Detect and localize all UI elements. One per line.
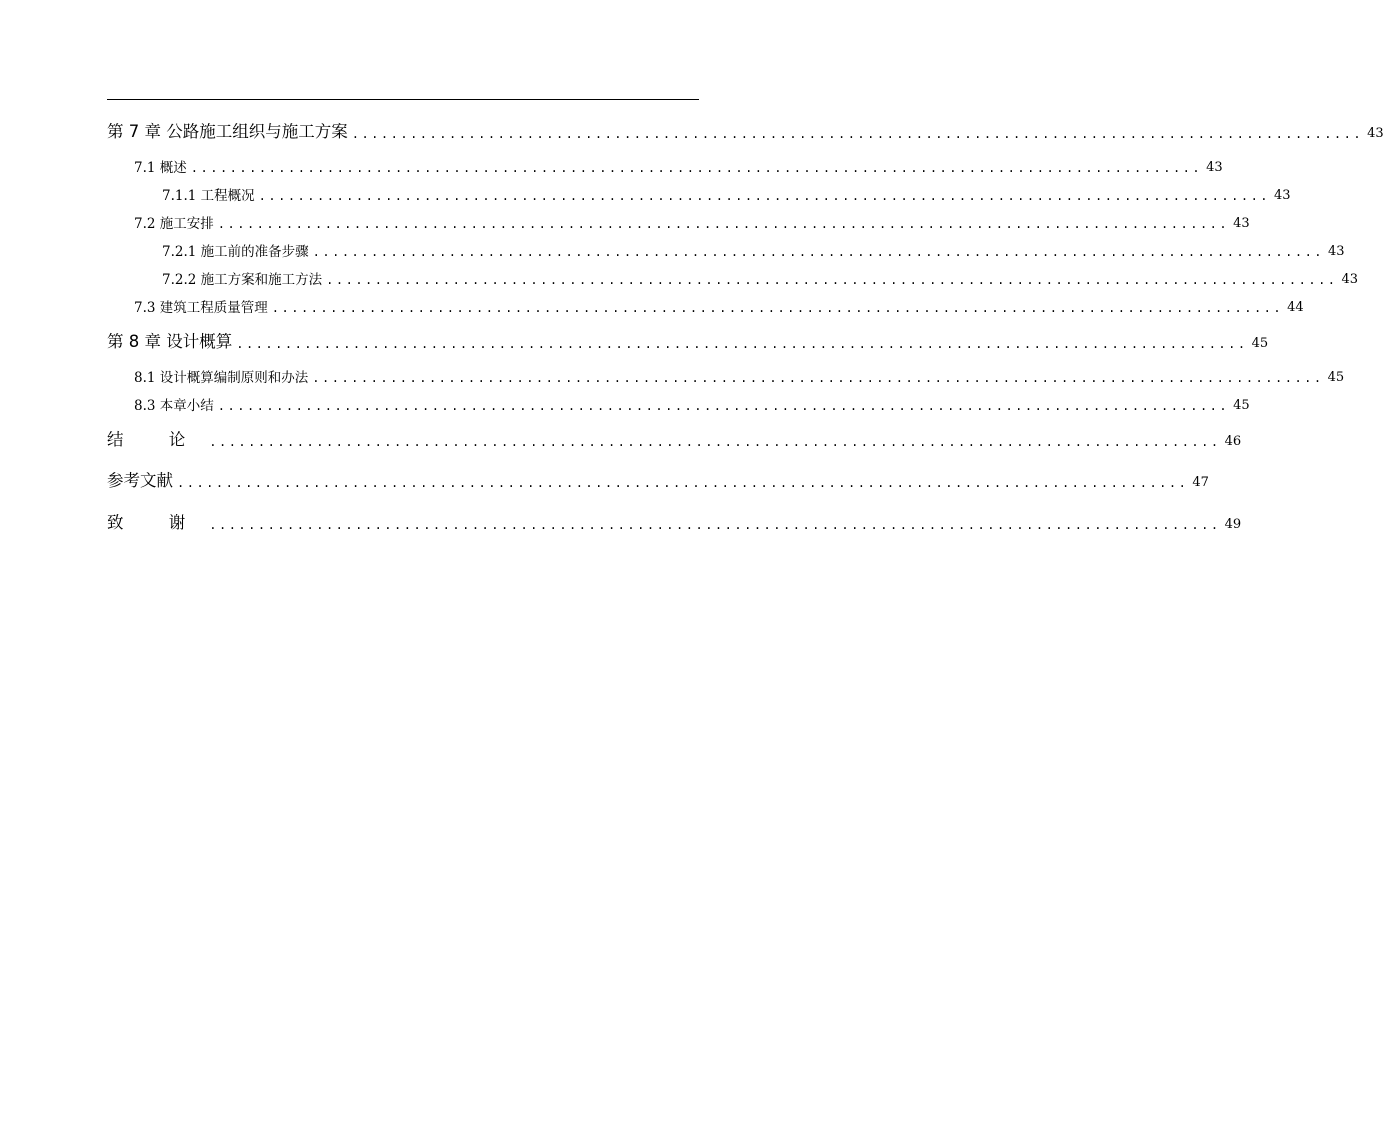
toc-entry-chapter-8[interactable] bbox=[107, 328, 1269, 352]
toc-leader-dots: ........................................................................................................ bbox=[312, 245, 1325, 259]
toc-entry-7-3[interactable] bbox=[134, 292, 1304, 316]
toc-page-number: 43 bbox=[1367, 126, 1384, 141]
toc-entry-8-1[interactable] bbox=[134, 362, 1345, 386]
toc-leader-dots: ........................................................................................................ bbox=[217, 217, 1230, 231]
toc-entry-label: 7.2 施工安排 bbox=[134, 216, 214, 232]
toc-page-number: 47 bbox=[1192, 475, 1209, 490]
toc-entry-conclusion[interactable] bbox=[107, 426, 1242, 450]
toc-leader-dots: ........................................................................................................ bbox=[177, 476, 1189, 490]
toc-leader-dots: ........................................................................................................ bbox=[236, 337, 1248, 351]
toc-leader-dots: ........................................................................................................ bbox=[190, 161, 1203, 175]
toc-page-number: 43 bbox=[1328, 244, 1345, 259]
toc-page-number: 44 bbox=[1287, 300, 1304, 315]
toc-entry-label: 8.3 本章小结 bbox=[134, 398, 214, 414]
toc-entry-label: 7.1.1 工程概况 bbox=[162, 188, 255, 204]
toc-entry-label: 致 谢 bbox=[107, 513, 206, 532]
toc-page-number: 46 bbox=[1224, 434, 1242, 449]
toc-leader-dots: ........................................................................................................ bbox=[326, 273, 1338, 287]
toc-leader-dots: ........................................................................................................ bbox=[217, 399, 1230, 413]
toc-entry-7-1-1[interactable] bbox=[162, 180, 1291, 204]
toc-entry-label: 7.2.1 施工前的准备步骤 bbox=[162, 244, 309, 260]
toc-entry-label: 参考文献 bbox=[107, 471, 173, 490]
toc-page-number: 43 bbox=[1341, 272, 1359, 287]
toc-leader-dots: ........................................................................................................ bbox=[209, 518, 1221, 532]
toc-leader-dots: ........................................................................................................ bbox=[209, 435, 1221, 449]
toc-entry-acknowledgements[interactable] bbox=[107, 509, 1242, 533]
toc-entry-label: 7.2.2 施工方案和施工方法 bbox=[162, 272, 323, 288]
toc-page-number: 43 bbox=[1274, 188, 1291, 203]
toc-entry-label: 结 论 bbox=[107, 430, 206, 449]
toc-entry-label: 7.3 建筑工程质量管理 bbox=[134, 300, 268, 316]
toc-leader-dots: ........................................................................................................ bbox=[351, 127, 1364, 141]
toc-entry-label: 第 8 章 设计概算 bbox=[107, 332, 233, 351]
toc-entry-chapter-7[interactable] bbox=[107, 118, 1384, 142]
toc-entry-7-1[interactable] bbox=[134, 152, 1223, 176]
toc-page-number: 43 bbox=[1206, 160, 1223, 175]
toc-entry-7-2[interactable] bbox=[134, 208, 1250, 232]
toc-page-number: 45 bbox=[1251, 336, 1269, 351]
toc-leader-dots: ........................................................................................................ bbox=[312, 371, 1324, 385]
header-rule bbox=[107, 99, 699, 100]
toc-page-number: 45 bbox=[1327, 370, 1345, 385]
toc-leader-dots: ........................................................................................................ bbox=[258, 189, 1271, 203]
toc-entry-label: 第 7 章 公路施工组织与施工方案 bbox=[107, 122, 348, 141]
toc-page-number: 45 bbox=[1233, 398, 1250, 413]
toc-entry-references[interactable] bbox=[107, 467, 1209, 491]
toc-entry-label: 8.1 设计概算编制原则和办法 bbox=[134, 370, 309, 386]
toc-page-number: 49 bbox=[1224, 517, 1242, 532]
toc-entry-7-2-2[interactable] bbox=[162, 264, 1359, 288]
toc-leader-dots: ........................................................................................................ bbox=[271, 301, 1284, 315]
toc-entry-label: 7.1 概述 bbox=[134, 160, 187, 176]
toc-entry-7-2-1[interactable] bbox=[162, 236, 1345, 260]
toc-entry-8-3[interactable] bbox=[134, 390, 1250, 414]
toc-page-number: 43 bbox=[1233, 216, 1250, 231]
